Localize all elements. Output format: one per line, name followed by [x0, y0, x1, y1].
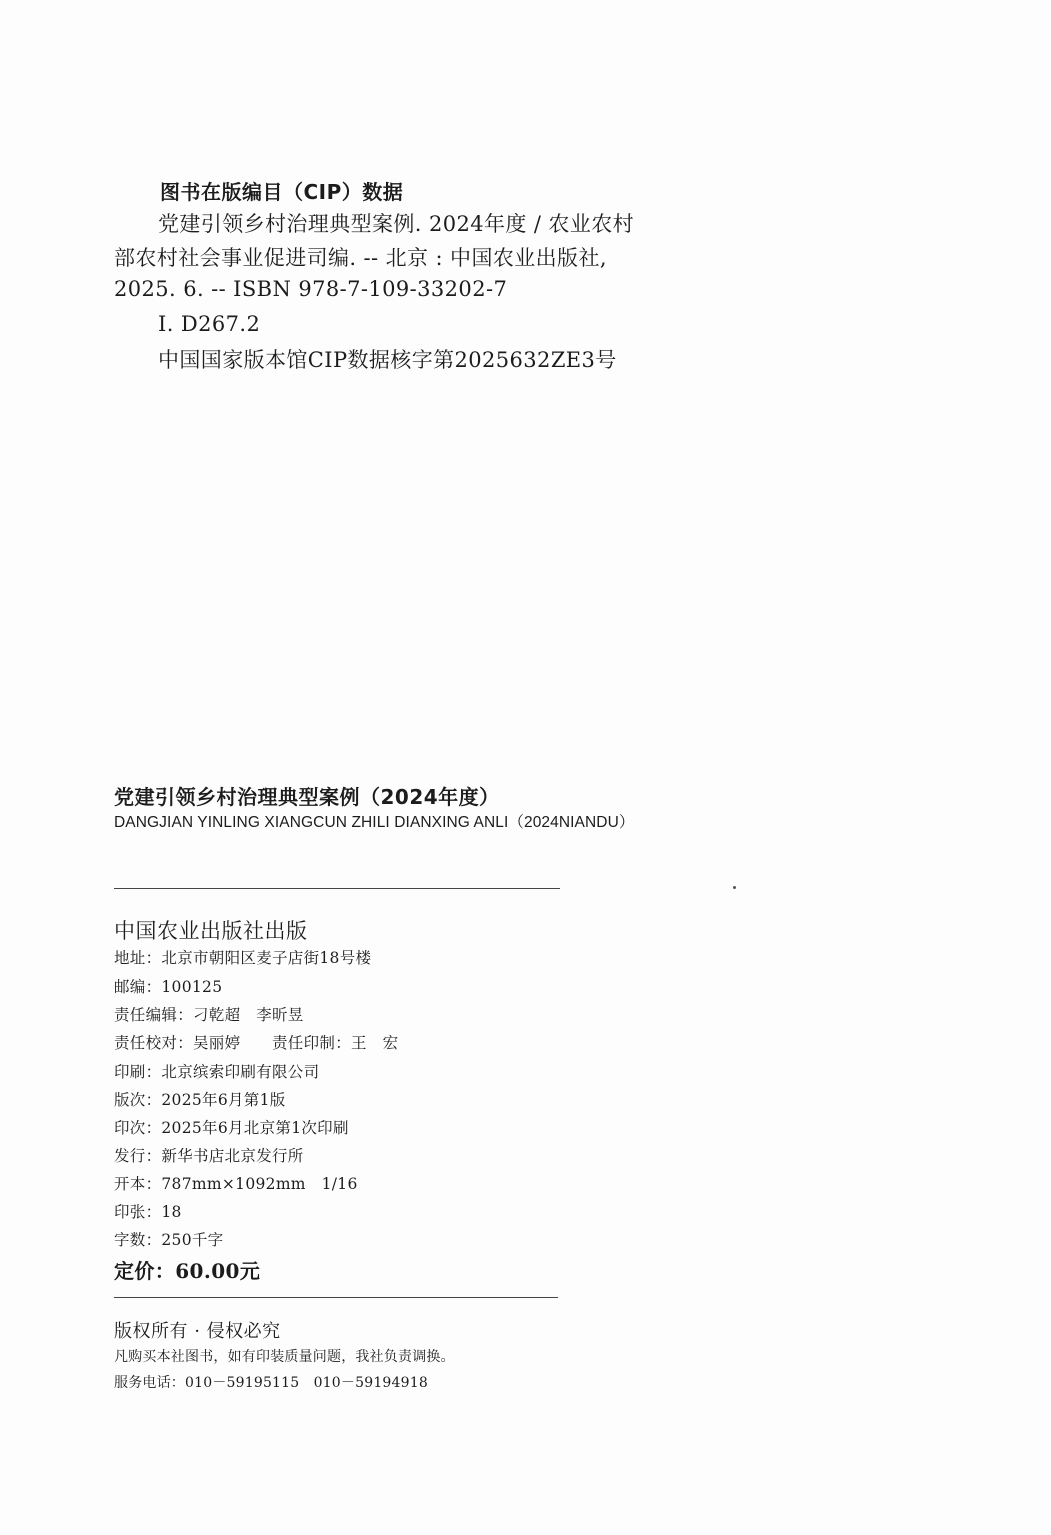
imprint-printing: 印次：2025年6月北京第1次印刷 — [114, 1119, 349, 1137]
cip-line: 2025. 6. -- ISBN 978-7-109-33202-7 — [114, 277, 508, 301]
imprint-edition: 版次：2025年6月第1版 — [114, 1091, 286, 1109]
cip-line: Ⅰ. D267.2 — [158, 312, 261, 336]
speck — [733, 886, 736, 889]
imprint-distributor: 发行：新华书店北京发行所 — [114, 1147, 304, 1165]
price-line: 定价：60.00元 — [114, 1259, 261, 1283]
publisher-line: 中国农业出版社出版 — [114, 919, 308, 943]
divider — [114, 888, 560, 889]
imprint-word-count: 字数：250千字 — [114, 1231, 224, 1249]
imprint-format: 开本：787mm×1092mm 1/16 — [114, 1175, 358, 1193]
imprint-postcode: 邮编：100125 — [114, 978, 223, 996]
book-title-pinyin: DANGJIAN YINLING XIANGCUN ZHILI DIANXING ANLI（2024NIANDU） — [114, 814, 635, 831]
cip-line: 部农村社会事业促进司编. -- 北京 : 中国农业出版社, — [114, 246, 607, 270]
cip-heading: 图书在版编目（CIP）数据 — [160, 180, 404, 204]
imprint-editors: 责任编辑：刁乾超 李昕昱 — [114, 1006, 304, 1024]
cip-line: 党建引领乡村治理典型案例. 2024年度 / 农业农村 — [158, 212, 635, 236]
imprint-printing-house: 印刷：北京缤索印刷有限公司 — [114, 1063, 320, 1081]
imprint-proofreader-printer: 责任校对：吴丽婷 责任印制：王 宏 — [114, 1034, 399, 1052]
imprint-address: 地址：北京市朝阳区麦子店街18号楼 — [114, 949, 372, 967]
quality-notice: 凡购买本社图书，如有印装质量问题，我社负责调换。 — [114, 1349, 455, 1365]
imprint-sheets: 印张：18 — [114, 1203, 182, 1221]
cip-line: 中国国家版本馆CIP数据核字第2025632ZE3号 — [158, 348, 617, 372]
divider — [114, 1297, 558, 1298]
book-title: 党建引领乡村治理典型案例（2024年度） — [114, 785, 500, 809]
service-phone: 服务电话：010－59195115 010－59194918 — [114, 1375, 428, 1391]
copyright-line: 版权所有 · 侵权必究 — [114, 1321, 281, 1342]
